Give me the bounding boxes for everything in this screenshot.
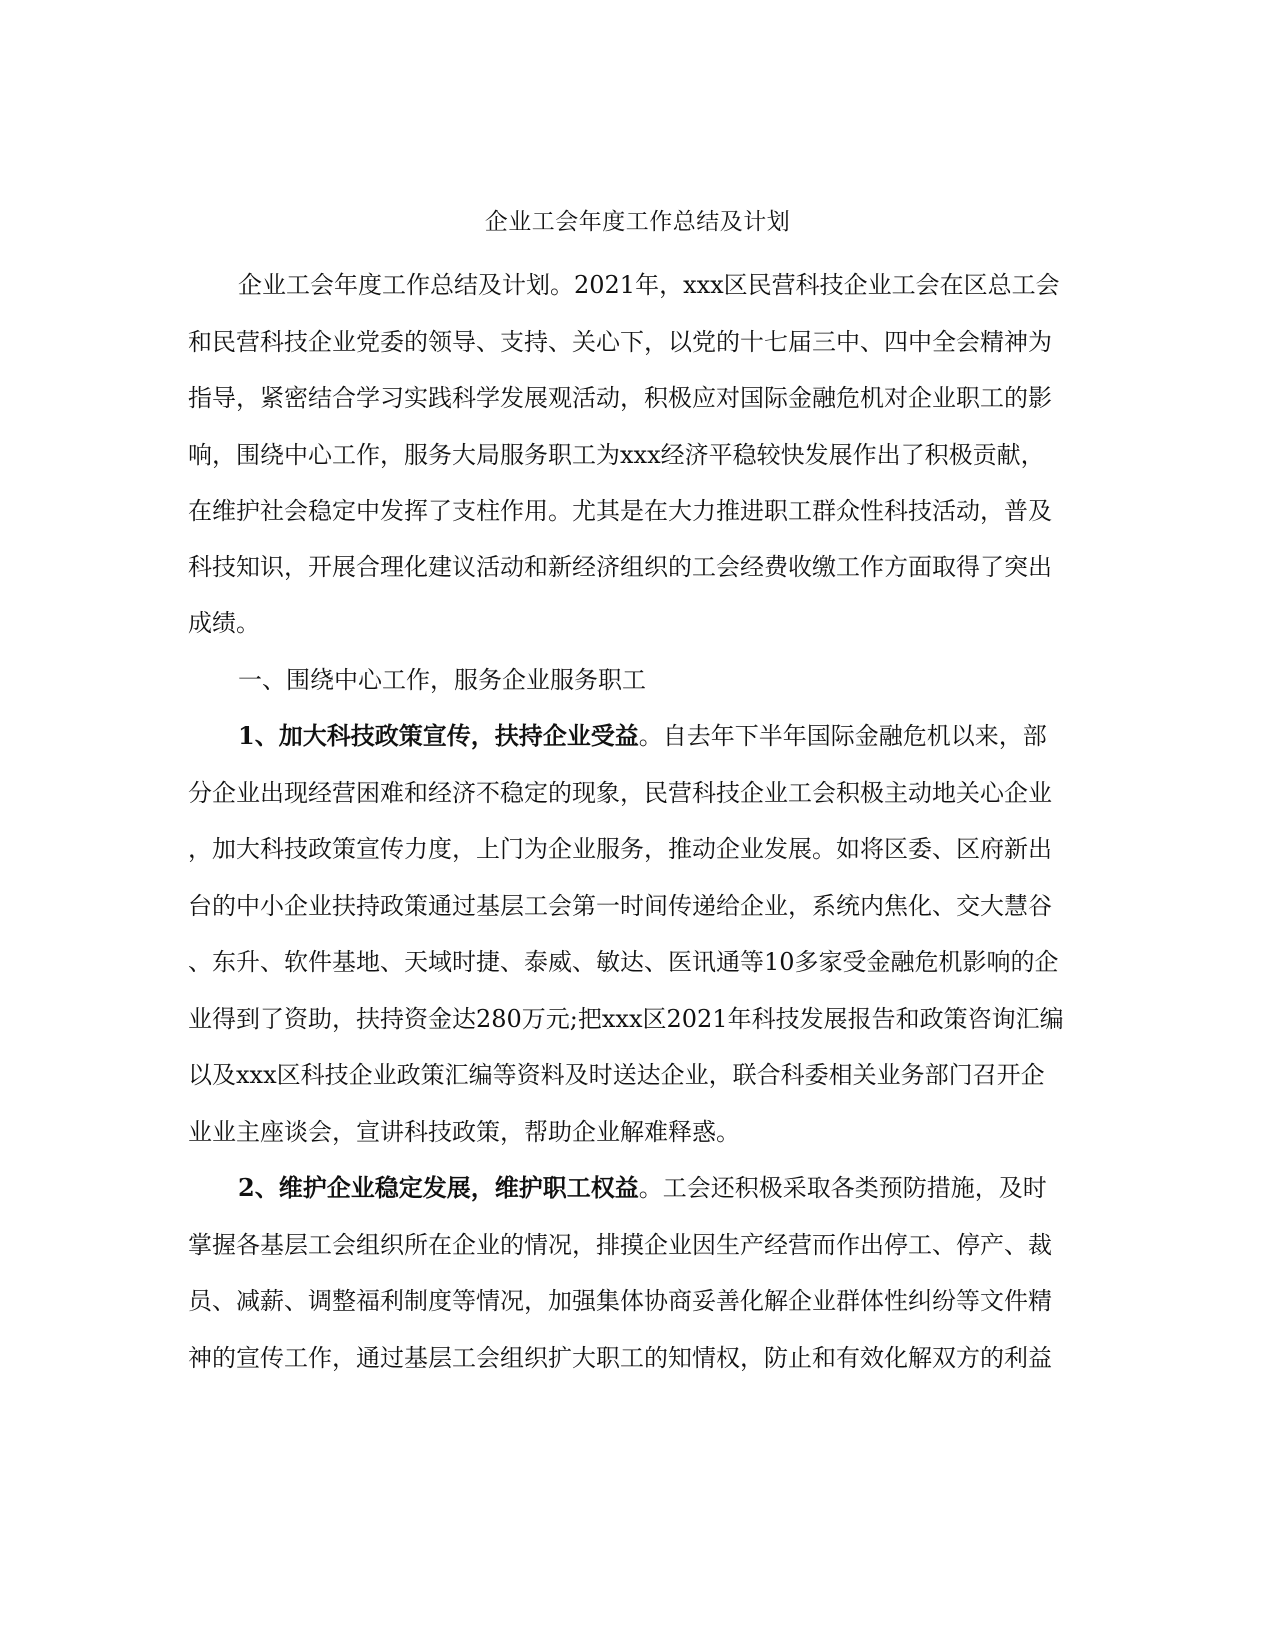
item-1-text: 。自去年下半年国际金融危机以来，部: [638, 722, 1047, 750]
section-heading: 一、围绕中心工作，服务企业服务职工: [238, 666, 646, 694]
item-1-line: [238, 719, 1088, 753]
paragraph-line: 在维护社会稳定中发挥了支柱作用。尤其是在大力推进职工群众性科技活动，普及: [188, 497, 1052, 525]
paragraph-line: 台的中小企业扶持政策通过基层工会第一时间传递给企业，系统内焦化、交大慧谷: [188, 892, 1052, 920]
document-title: 企业工会年度工作总结及计划: [484, 209, 791, 235]
paragraph-line: 成绩。: [188, 609, 260, 637]
paragraph-line: 业得到了资助，扶持资金达280万元;把xxx区2021年科技发展报告和政策咨询汇编: [188, 1005, 1064, 1033]
paragraph-line: 业业主座谈会，宣讲科技政策，帮助企业解难释惑。: [188, 1118, 740, 1146]
paragraph-line: 神的宣传工作，通过基层工会组织扩大职工的知情权，防止和有效化解双方的利益: [188, 1344, 1052, 1372]
paragraph-line: 企业工会年度工作总结及计划。2021年，xxx区民营科技企业工会在区总工会: [238, 271, 1060, 299]
paragraph-line: 分企业出现经营困难和经济不稳定的现象，民营科技企业工会积极主动地关心企业: [188, 779, 1052, 807]
paragraph-line: 科技知识，开展合理化建议活动和新经济组织的工会经费收缴工作方面取得了突出: [188, 553, 1052, 581]
paragraph-line: 掌握各基层工会组织所在企业的情况，排摸企业因生产经营而作出停工、停产、裁: [188, 1231, 1052, 1259]
paragraph-line: 和民营科技企业党委的领导、支持、关心下，以党的十七届三中、四中全会精神为: [188, 328, 1052, 356]
paragraph-line: 员、减薪、调整福利制度等情况，加强集体协商妥善化解企业群体性纠纷等文件精: [188, 1287, 1052, 1315]
item-2-text: 。工会还积极采取各类预防措施，及时: [638, 1174, 1047, 1202]
paragraph-line: 响，围绕中心工作，服务大局服务职工为xxx经济平稳较快发展作出了积极贡献，: [188, 441, 1045, 469]
paragraph-line: 、东升、软件基地、天域时捷、泰威、敏达、医讯通等10多家受金融危机影响的企: [188, 948, 1059, 976]
paragraph-line: ，加大科技政策宣传力度，上门为企业服务，推动企业发展。如将区委、区府新出: [188, 835, 1052, 863]
paragraph-line: 指导，紧密结合学习实践科学发展观活动，积极应对国际金融危机对企业职工的影: [188, 384, 1052, 412]
item-2-line: [238, 1171, 1088, 1205]
item-2-heading: 2、维护企业稳定发展，维护职工权益: [238, 1173, 639, 1202]
paragraph-line: 以及xxx区科技企业政策汇编等资料及时送达企业，联合科委相关业务部门召开企: [188, 1061, 1045, 1089]
item-1-heading: 1、加大科技政策宣传，扶持企业受益: [238, 721, 639, 750]
